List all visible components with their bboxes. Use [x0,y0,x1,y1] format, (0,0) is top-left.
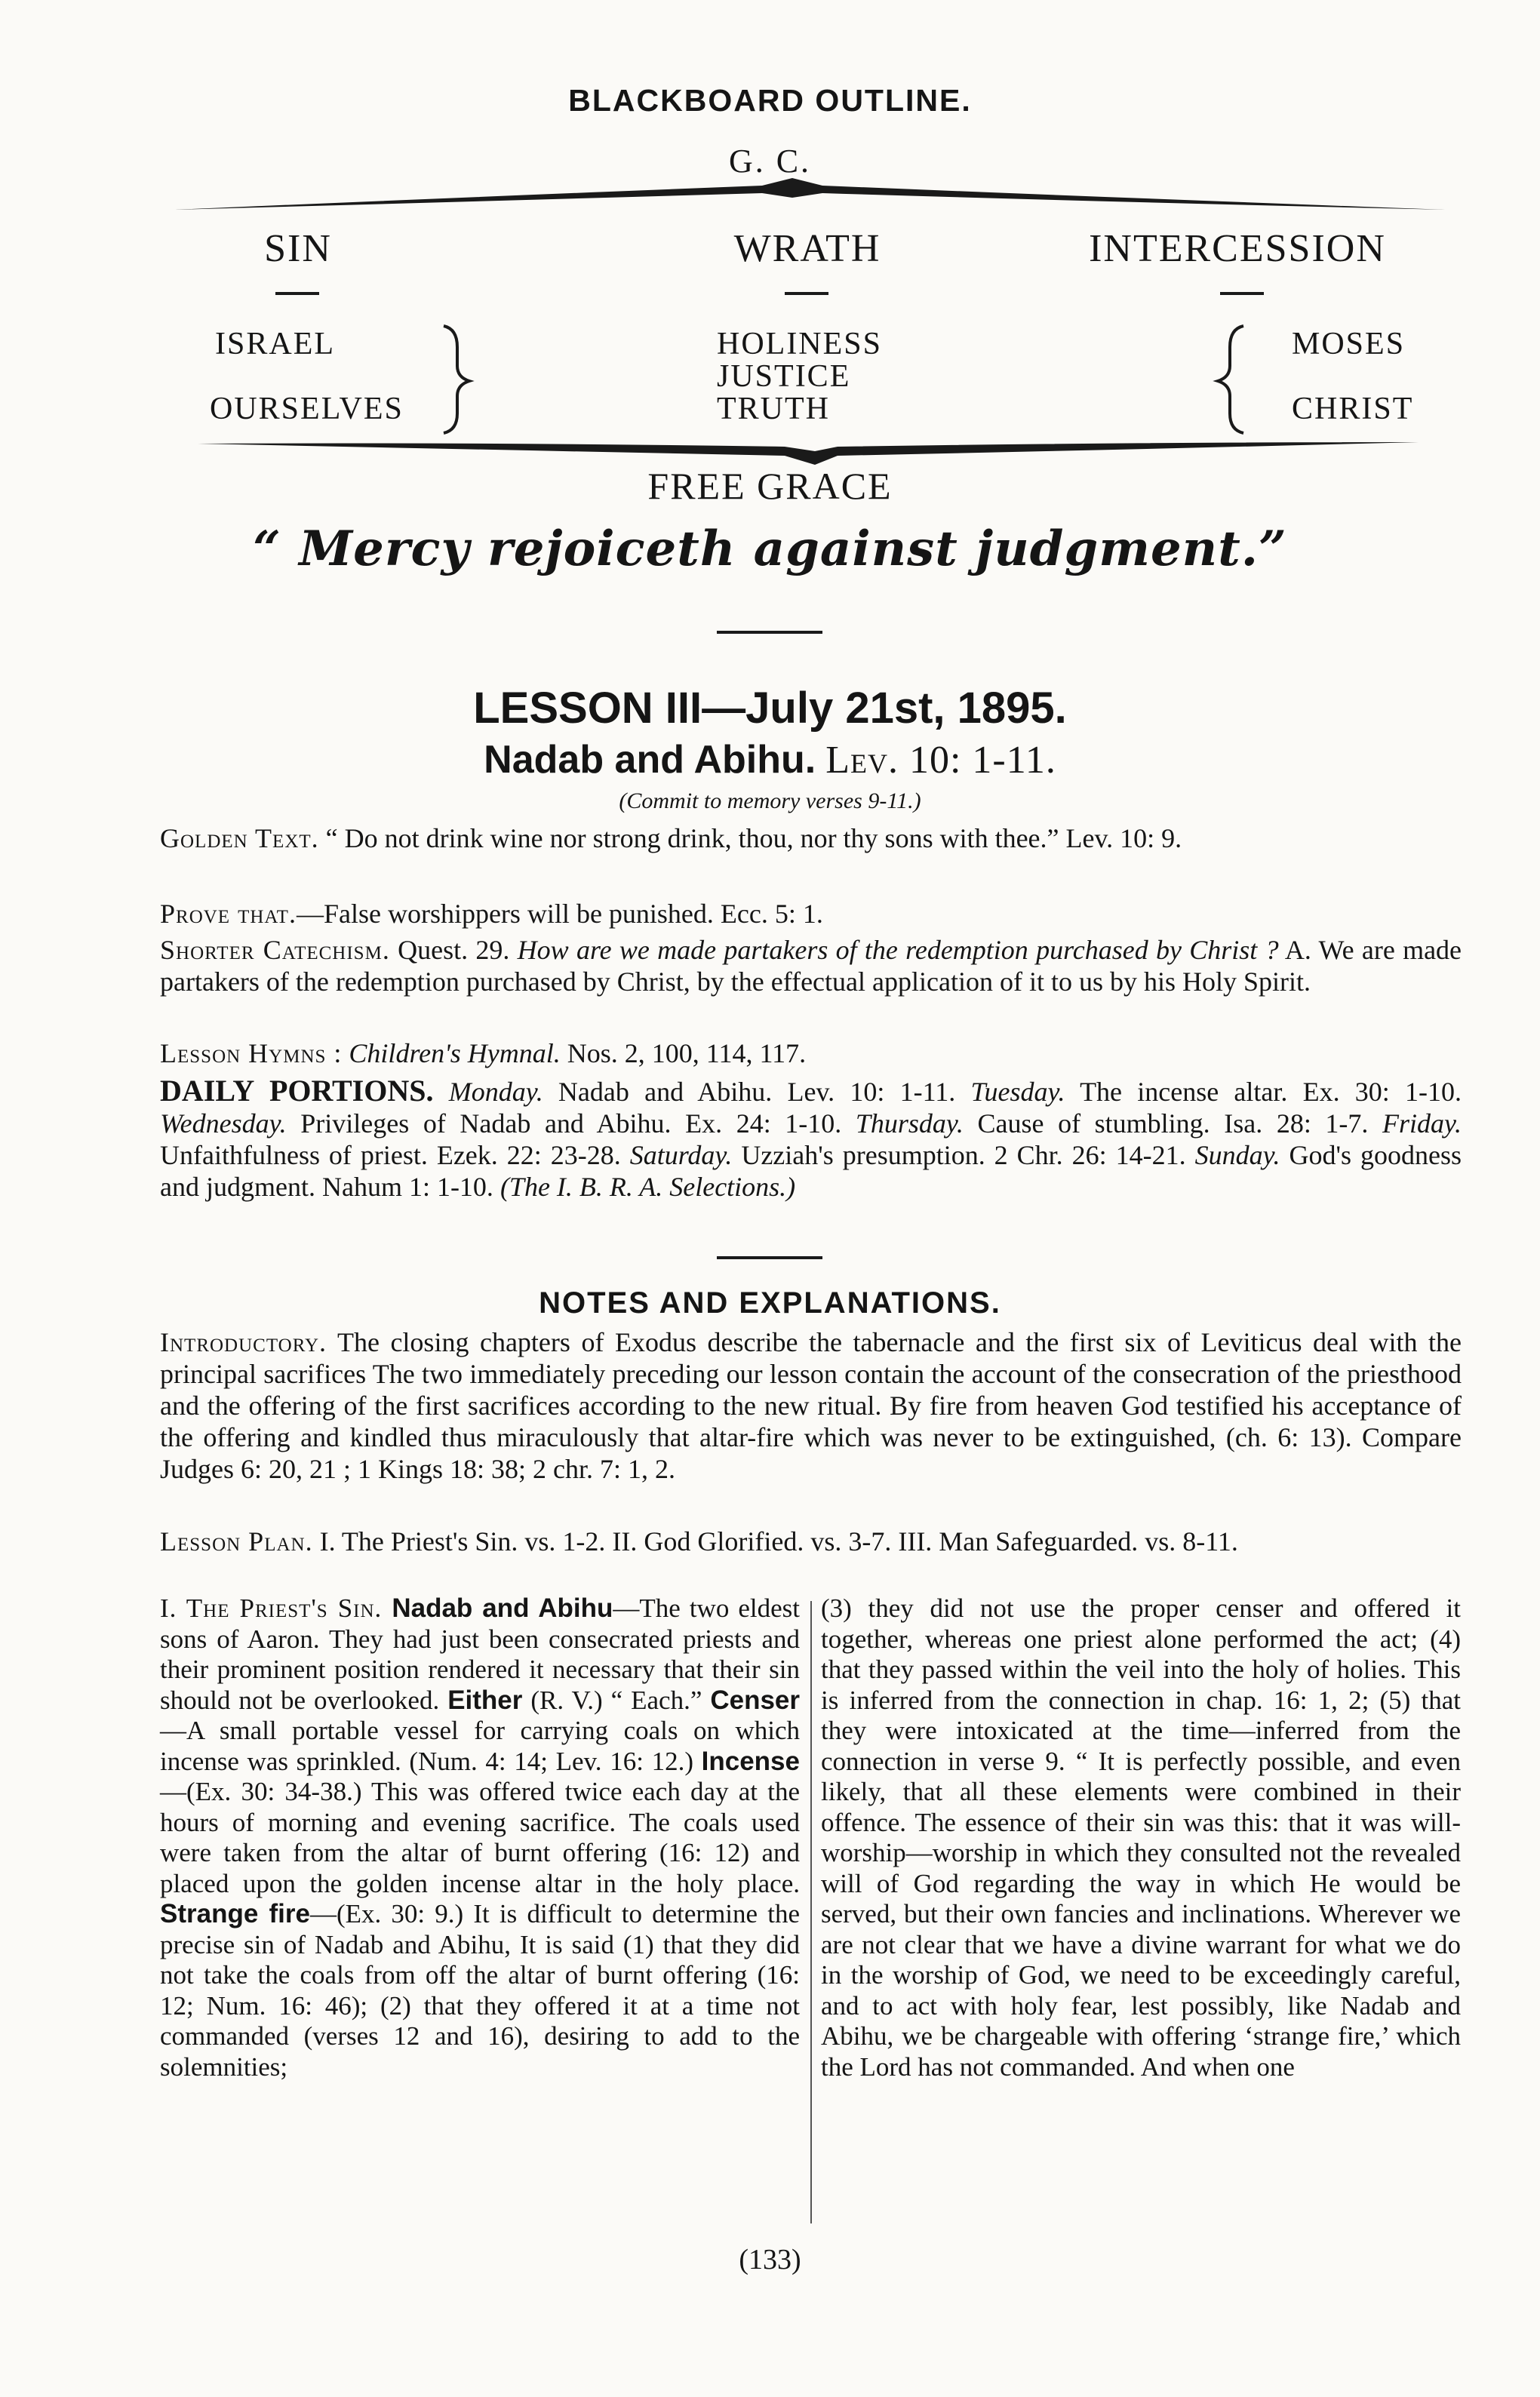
catechism-question: How are we made partakers of the redemption purchased by Christ ? [517,935,1279,965]
note-text: (R. V.) “ Each.” [522,1685,711,1715]
daily-note: (The I. B. R. A. Selections.) [500,1172,796,1202]
hymns-label: Lesson Hymns : [160,1038,343,1068]
note-text: —A small portable vessel for carrying coals on which incense was sprinkled. (Num. 4: 14; Lev. 16: 12.) [160,1716,800,1776]
daily-text-0: Nadab and Abihu. Lev. 10: 1-11. [558,1077,956,1107]
daily-text-2: Privileges of Nadab and Abihu. Ex. 24: 1-10. [300,1108,842,1139]
daily-day-1: Tuesday. [970,1077,1065,1107]
column-divider [810,1601,812,2223]
note-term: Nadab and Abihu [392,1593,613,1623]
lesson-title: LESSON III—July 21st, 1895. [473,684,1067,733]
daily-day-3: Thursday. [855,1108,964,1139]
daily-day-6: Sunday. [1194,1140,1280,1170]
catechism-answer: A. We are made partakers of the redemption purchased by Christ, by the effectual application of it to us by his Holy Spirit. [160,935,1462,997]
item-justice: JUSTICE [717,359,851,394]
daily-text-1: The incense altar. Ex. 30: 1-10. [1080,1077,1462,1107]
golden-text-label: Golden Text. [160,823,319,853]
daily-text-4: Unfaithfulness of priest. Ezek. 22: 23-28. [160,1140,621,1170]
catechism-question-number: Quest. 29. [398,935,510,965]
item-holiness: HOLINESS [717,327,883,361]
blackboard-title: BLACKBOARD OUTLINE. [568,83,972,118]
lesson-reference: Lev. 10: 1-11. [825,739,1056,782]
note-term: Incense [701,1746,800,1776]
note-text: —(Ex. 30: 34-38.) This was offered twice each day at the hours of morning and evening sacrifice. The coals used were taken from the altar of burnt offering (16: 12) and placed upon the golden incense altar in the holy place. [160,1777,800,1898]
daily-day-5: Saturday. [629,1140,733,1170]
note-term: Strange fire [160,1899,310,1928]
item-ourselves: OURSELVES [210,392,404,426]
introductory-body: The closing chapters of Exodus describe the tabernacle and the first six of Leviticus deal with the principal sacrifices The two immediately preceding our lesson contain the account of the consecration of the priesthood and the offering of the first sacrifices according to the new ritual. By fire from heaven God testified his acceptance of the offering and kindled thus miraculously that altar-fire which was never to be extinguished, (ch. 6: 13). Compare Judges 6: 20, 21 ; 1 Kings 18: 38; 2 chr. 7: 1, 2. [160,1327,1462,1484]
daily-day-4: Friday. [1382,1108,1462,1139]
item-truth: TRUTH [717,392,830,426]
hymns-book: Children's Hymnal. [349,1038,561,1068]
heading-sin: SIN [264,227,332,270]
introductory [160,1326,1462,1485]
heading-wrath: WRATH [733,227,881,270]
note-term: Censer [710,1685,800,1715]
note-text: —(Ex. 30: 9.) It is difficult to determine the precise sin of Nadab and Abihu, It is said (1) that they did not take the coals from off the altar of burnt offering (16: 12; Num. 16: 46); (2) that they offered it at a time not commanded (verses 12 and 16), desiring to add to the solemnities; [160,1899,801,2082]
lesson-plan [160,1526,1462,1557]
item-christ: CHRIST [1292,392,1414,426]
motto: “ Mercy rejoiceth against judgment.” [253,521,1287,577]
memory-verses: (Commit to memory verses 9-11.) [619,788,921,813]
note-term: Either [447,1685,523,1715]
introductory-label: Introductory. [160,1327,327,1357]
free-grace: FREE GRACE [647,465,893,507]
daily-day-0: Monday. [448,1077,543,1107]
item-israel: ISRAEL [215,327,335,361]
notes-divider [717,1256,822,1259]
hymns-numbers: Nos. 2, 100, 114, 117. [567,1038,807,1068]
golden-text [160,822,1462,854]
prove-that [160,898,1462,930]
prove-that-body: —False worshippers will be punished. Ecc. 5: 1. [296,899,823,929]
prove-that-label: Prove that. [160,899,297,929]
catechism-label: Shorter Catechism. [160,935,390,965]
daily-text-6: God's goodness and judgment. Nahum 1: 1-10. [160,1140,1462,1202]
right-column: (3) they did not use the proper censer and offered it together, whereas one priest alone performed the act; (4) that they passed within the veil into the holy of holies. This is inferred from the connection in chap. 16: 1, 2; (5) that they were intoxicated at the time—inferred from the connection in verse 9. “ It is perfectly possible, and even likely, that all these elements were combined in their offence. The essence of their sin was this: that it was will-worship—worship in which they consulted not the revealed will of God regarding the way in which He would be served, but their own fancies and inclinations. Wherever we are not clear that we have a divine warrant for what we do in the worship of God, we need to be exceedingly careful, and to act with holy fear, lest possibly, like Nadab and Abihu, we be chargeable with offering ‘strange fire,’ which the Lord has not commanded. And when one [821,1593,1461,2082]
notes-heading: NOTES AND EXPLANATIONS. [539,1286,1001,1320]
lesson-subtitle [0,737,1540,782]
golden-text-body: “ Do not drink wine nor strong drink, thou, nor thy sons with thee.” Lev. 10: 9. [325,823,1182,853]
note-text: —The two eldest sons of Aaron. They had just been consecrated priests and their prominent position rendered it necessary that their sin should not be overlooked. [160,1593,800,1715]
note-text: I. The Priest's Sin. [160,1593,392,1623]
item-moses: MOSES [1292,327,1406,361]
lesson-plan-label: Lesson Plan. [160,1526,313,1557]
lesson-plan-body: I. The Priest's Sin. vs. 1-2. II. God Glorified. vs. 3-7. III. Man Safeguarded. vs. 8-11. [319,1526,1238,1557]
shorter-catechism [160,934,1462,997]
heading-intercession: INTERCESSION [1089,227,1386,270]
section-divider [717,631,822,634]
lesson-name: Nadab and Abihu. [484,738,816,782]
daily-day-2: Wednesday. [160,1108,287,1139]
lesson-hymns [160,1037,1462,1069]
daily-text-5: Uzziah's presumption. 2 Chr. 26: 14-21. [741,1140,1186,1170]
daily-portions [160,1075,1462,1203]
daily-text-3: Cause of stumbling. Isa. 28: 1-7. [977,1108,1369,1139]
daily-portions-label: DAILY PORTIONS. [160,1074,434,1108]
blackboard-gc: G. C. [728,143,812,180]
page-number: (133) [739,2244,801,2276]
left-column [160,1593,800,2082]
